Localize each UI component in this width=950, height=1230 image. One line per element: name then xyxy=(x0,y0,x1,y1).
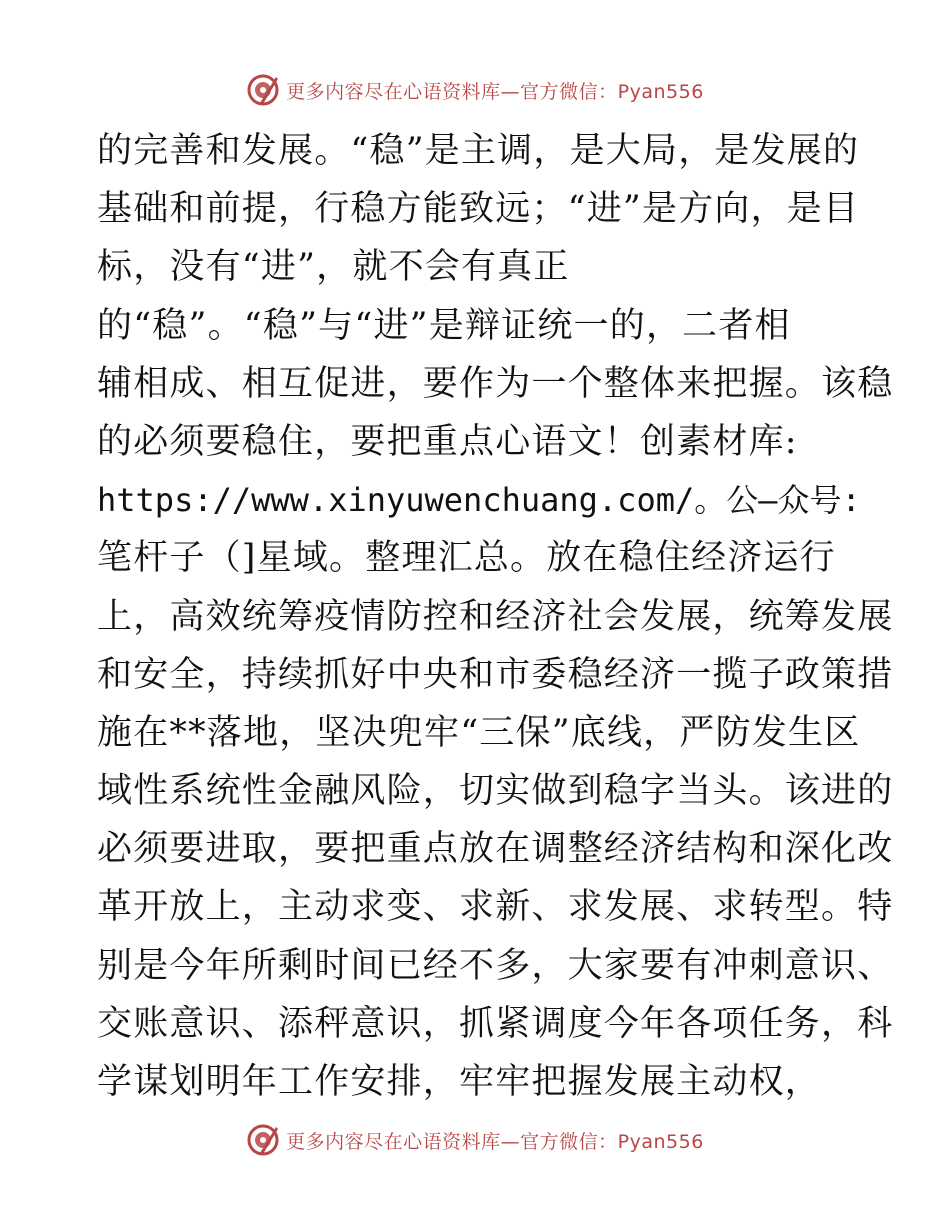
body-line: 上，高效统筹疫情防控和经济社会发展，统筹发展 xyxy=(97,596,894,637)
body-line: 必须要进取，要把重点放在调整经济结构和深化改 xyxy=(97,829,894,870)
header-banner xyxy=(0,70,950,110)
body-line: 和安全，持续抓好中央和市委稳经济一揽子政策措 xyxy=(97,654,894,695)
body-line: 学谋划明年工作安排，牢牢把握发展主动权， xyxy=(97,1062,822,1102)
body-line-url: https://www.xinyuwenchuang.com/。公—众号: xyxy=(97,481,861,520)
body-line: 标，没有“进”，就不会有真正 xyxy=(97,247,570,288)
pen-logo-icon xyxy=(246,73,280,107)
body-line: 笔杆子（]星域。整理汇总。放在稳住经济运行 xyxy=(97,538,836,579)
body-line: 辅相成、相互促进，要作为一个整体来把握。该稳 xyxy=(97,363,894,404)
footer-banner-text: 更多内容尽在心语资料库—官方微信：Pyan556 xyxy=(286,1130,704,1153)
body-line: 革开放上，主动求变、求新、求发展、求转型。特 xyxy=(97,887,894,928)
body-line: 的必须要稳住，要把重点心语文！创素材库: xyxy=(97,421,798,462)
document-body xyxy=(97,122,894,1111)
body-line: 施在**落地，坚决兜牢“三保”底线，严防发生区 xyxy=(97,712,861,753)
footer-banner xyxy=(0,1120,950,1160)
pen-logo-icon xyxy=(246,1123,280,1157)
body-line: 的完善和发展。“稳”是主调，是大局，是发展的 xyxy=(97,131,860,171)
header-banner-text: 更多内容尽在心语资料库—官方微信：Pyan556 xyxy=(286,80,704,103)
body-line: 别是今年所剩时间已经不多，大家要有冲刺意识、 xyxy=(97,945,894,986)
body-line: 交账意识、添秤意识，抓紧调度今年各项任务，科 xyxy=(97,1003,894,1044)
body-line: 域性系统性金融风险，切实做到稳字当头。该进的 xyxy=(97,771,894,812)
body-line: 基础和前提，行稳方能致远；“进”是方向，是目 xyxy=(97,189,860,230)
body-line: 的“稳”。“稳”与“进”是辩证统一的，二者相 xyxy=(97,305,791,346)
